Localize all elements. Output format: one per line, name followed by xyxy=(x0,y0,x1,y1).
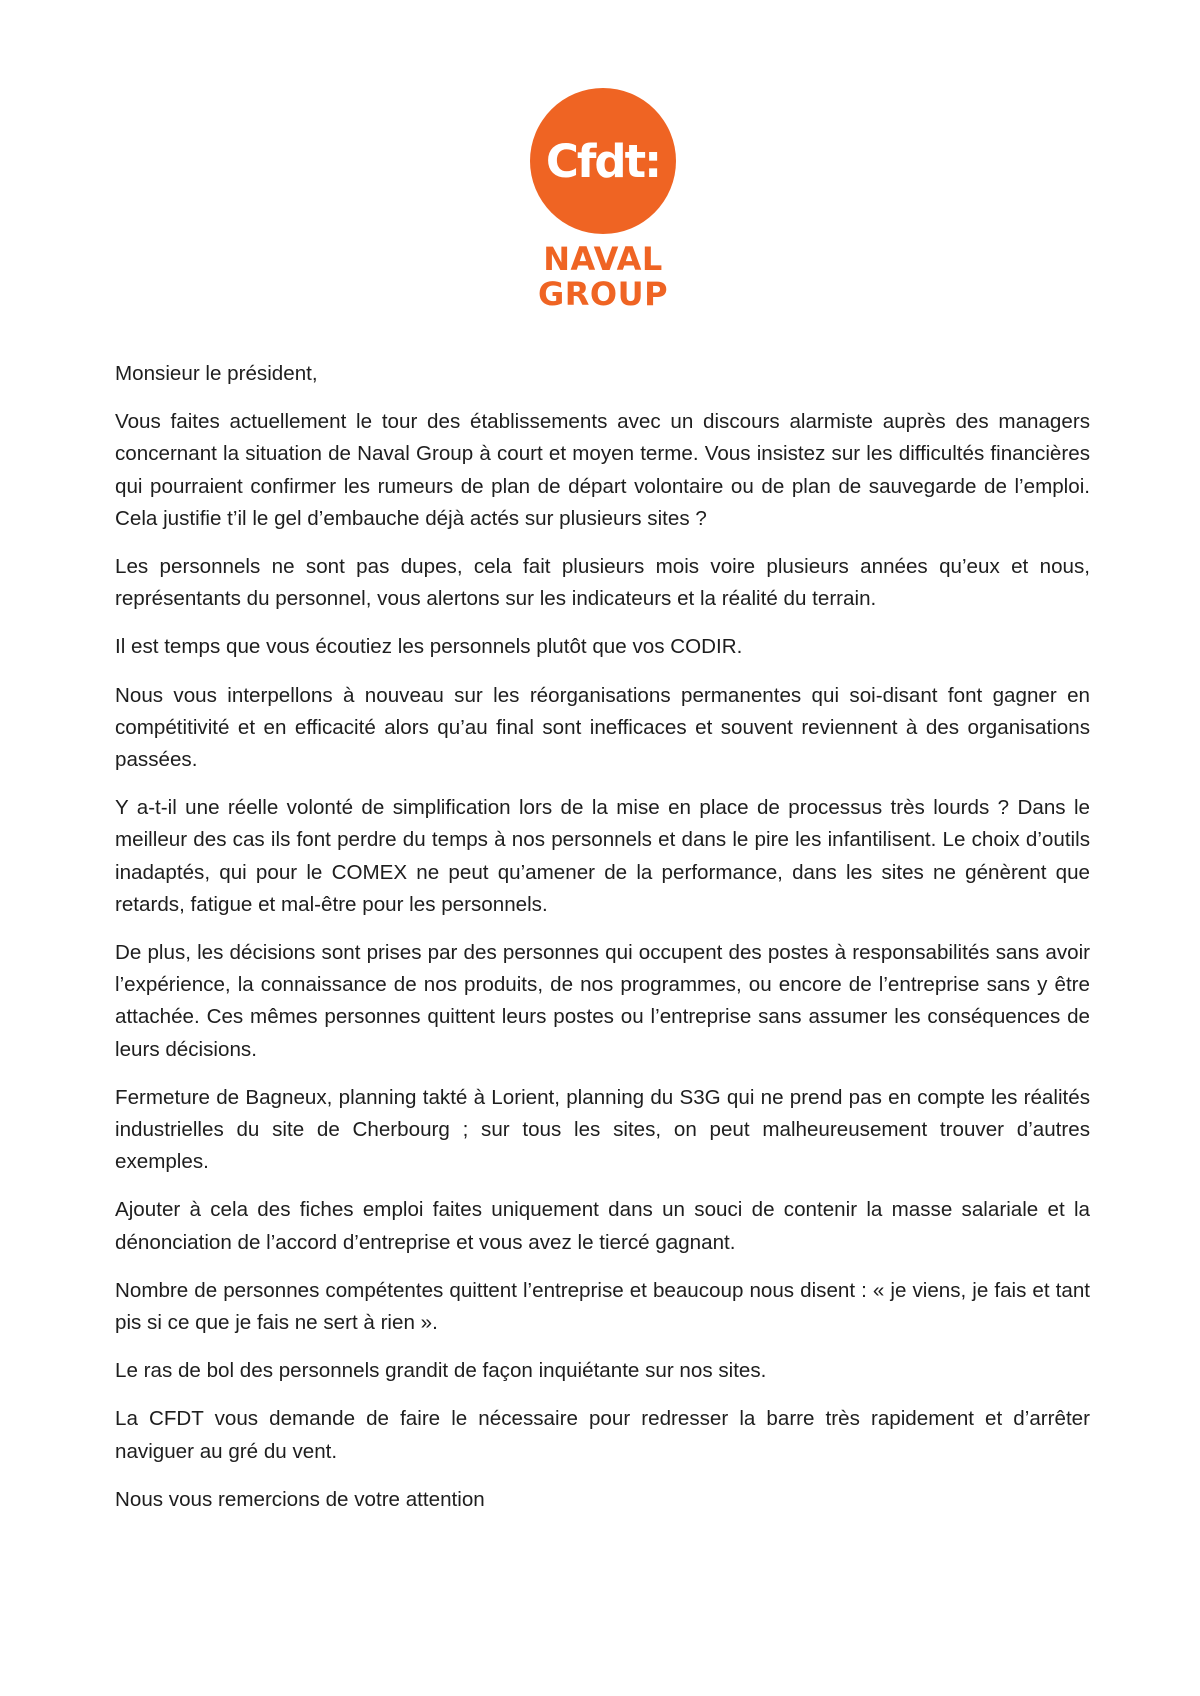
salutation: Monsieur le président, xyxy=(115,362,318,385)
closing-line: Nous vous remercions de votre attention xyxy=(115,1487,485,1511)
paragraph: Ajouter à cela des fiches emploi faites uniquement dans un souci de contenir la masse salariale et la dénonciation de l’accord d’entreprise et vous avez le tiercé gagnant. xyxy=(115,1198,1090,1254)
logo-line-naval: NAVAL xyxy=(543,240,663,278)
paragraph: Fermeture de Bagneux, planning takté à Lorient, planning du S3G qui ne prend pas en compte les réalités industrielles du site de Cherbourg ; sur tous les sites, on peut malheureusement trouver d’autres exemples. xyxy=(115,1085,1090,1174)
paragraph: Le ras de bol des personnels grandit de façon inquiétante sur nos sites. xyxy=(115,1359,767,1383)
paragraph: Vous faites actuellement le tour des établissements avec un discours alarmiste auprès des managers concernant la situation de Naval Group à court et moyen terme. Vous insistez sur les difficultés financières qui pourraient confirmer les rumeurs de plan de départ volontaire ou de plan de sauvegarde de l’emploi. Cela justifie t’il le gel d’embauche déjà actés sur plusieurs sites ? xyxy=(115,410,1090,530)
paragraph: Nombre de personnes compétentes quittent l’entreprise et beaucoup nous disent : « je viens, je fais et tant pis si ce que je fais ne sert à rien ». xyxy=(115,1278,1090,1335)
paragraph: Il est temps que vous écoutiez les personnels plutôt que vos CODIR. xyxy=(115,635,743,659)
paragraph: Nous vous interpellons à nouveau sur les réorganisations permanentes qui soi-disant font gagner en compétitivité et en efficacité alors qu’au final sont inefficaces et souvent reviennent à des organisations passées. xyxy=(115,683,1090,772)
cfdt-logo-circle xyxy=(530,88,676,234)
paragraph: La CFDT vous demande de faire le nécessaire pour redresser la barre très rapidement et d’arrêter naviguer au gré du vent. xyxy=(115,1407,1090,1463)
cfdt-naval-group-logo xyxy=(528,88,678,312)
logo-brand-text: Cfdt: xyxy=(545,134,661,188)
letter-body xyxy=(115,358,1090,1532)
logo-subtitle xyxy=(528,242,678,312)
logo-line-group: GROUP xyxy=(537,275,669,313)
paragraph: Les personnels ne sont pas dupes, cela fait plusieurs mois voire plusieurs années qu’eux et nous, représentants du personnel, vous alertons sur les indicateurs et la réalité du terrain. xyxy=(115,555,1090,611)
paragraph: De plus, les décisions sont prises par des personnes qui occupent des postes à responsabilités sans avoir l’expérience, la connaissance de nos produits, de nos programmes, ou encore de l’entreprise sans y être attachée. Ces mêmes personnes quittent leurs postes ou l’entreprise sans assumer les conséquences de leurs décisions. xyxy=(115,941,1090,1061)
paragraph: Y a-t-il une réelle volonté de simplification lors de la mise en place de processus très lourds ? Dans le meilleur des cas ils font perdre du temps à nos personnels et dans le pire les infantilisent. Le choix d’outils inadaptés, qui pour le COMEX ne peut qu’amener de la performance, dans les sites ne génèrent que retards, fatigue et mal-être pour les personnels. xyxy=(115,796,1090,916)
